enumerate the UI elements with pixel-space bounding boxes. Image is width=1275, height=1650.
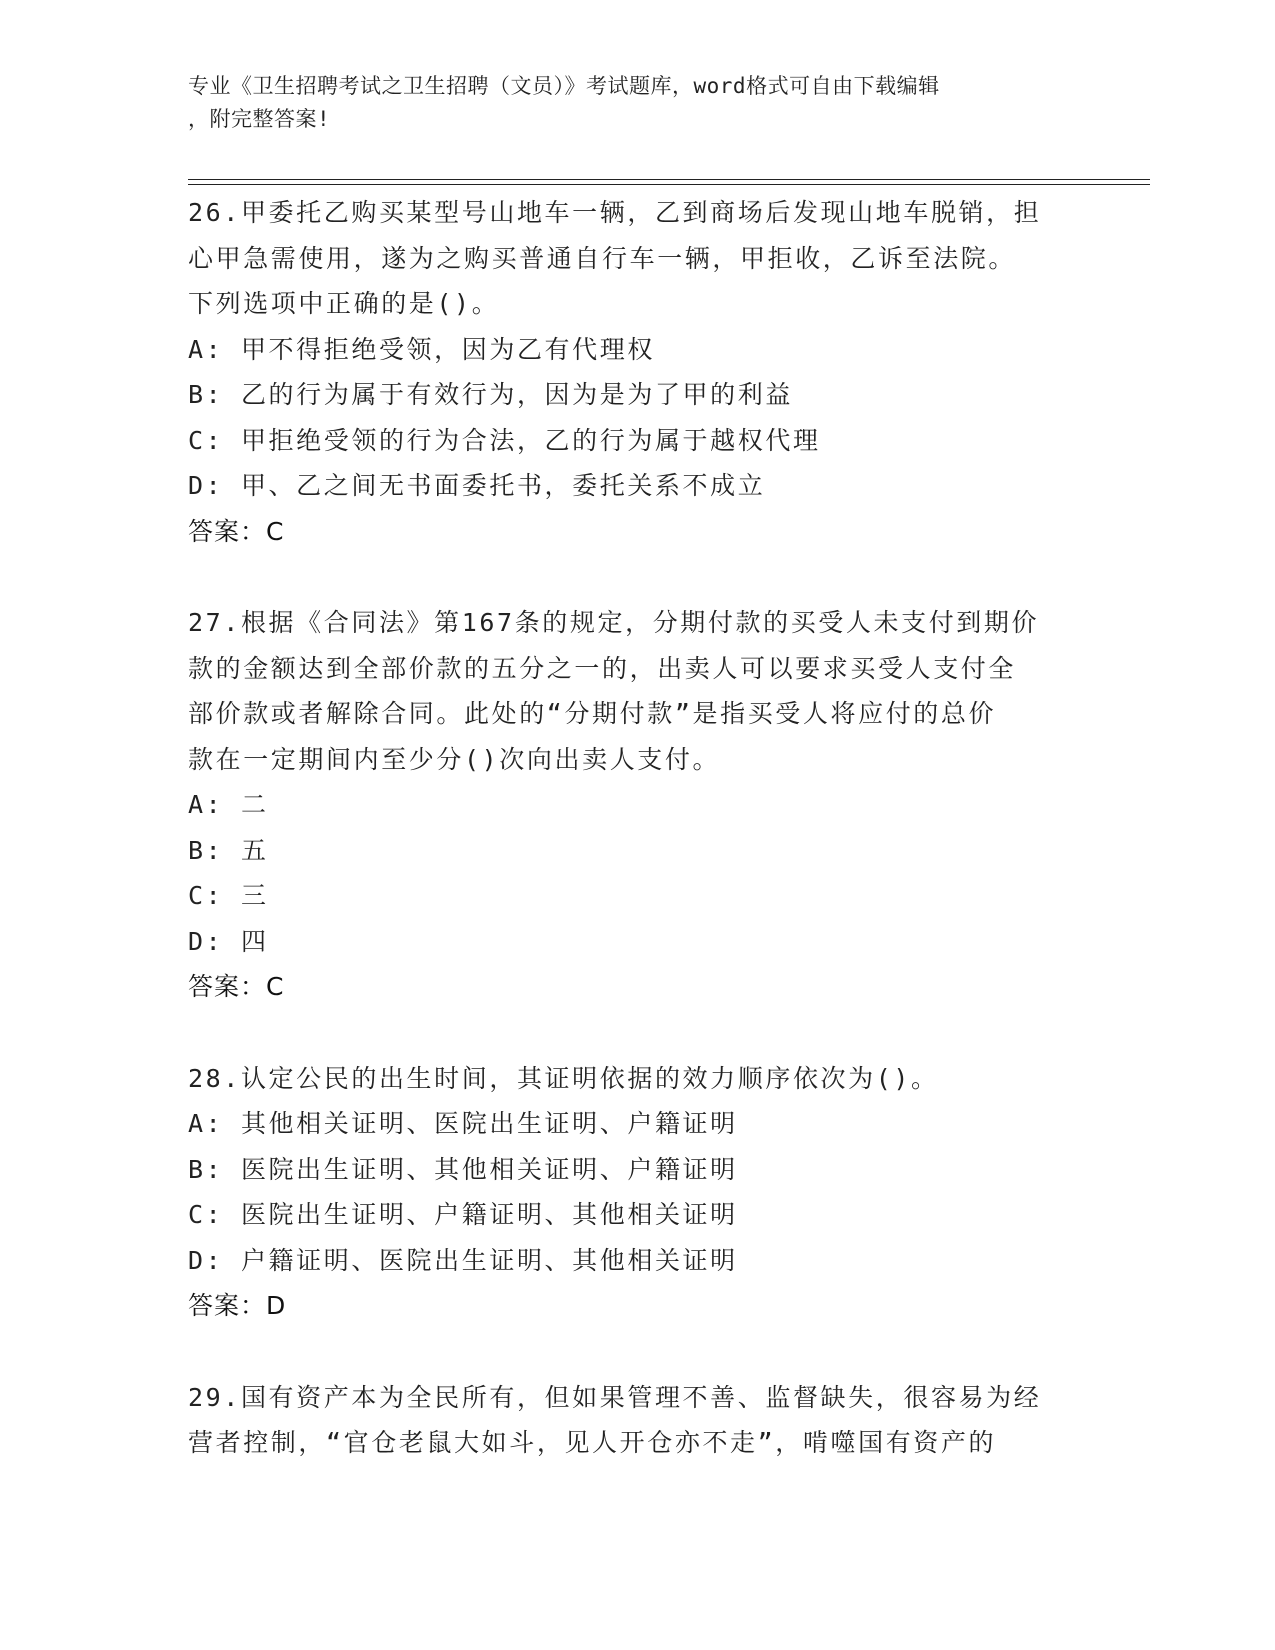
question-stem: 营者控制，“官仓老鼠大如斗，见人开仓亦不走”，啃噬国有资产的	[188, 1428, 997, 1457]
option-c: C: 三	[188, 881, 269, 910]
question-29	[188, 1375, 1088, 1466]
question-stem: 部价款或者解除合同。此处的“分期付款”是指买受人将应付的总价	[188, 699, 997, 728]
header-line-2: ，附完整答案!	[188, 107, 331, 131]
question-stem: 26.甲委托乙购买某型号山地车一辆，乙到商场后发现山地车脱销，担	[188, 198, 1042, 227]
option-d: D: 户籍证明、医院出生证明、其他相关证明	[188, 1245, 738, 1275]
question-stem: 款的金额达到全部价款的五分之一的，出卖人可以要求买受人支付全	[188, 653, 1017, 683]
question-stem: 29.国有资产本为全民所有，但如果管理不善、监督缺失，很容易为经	[188, 1382, 1042, 1412]
header-rule-bottom	[188, 184, 1150, 185]
question-stem: 心甲急需使用，遂为之购买普通自行车一辆，甲拒收，乙诉至法院。	[188, 243, 1017, 273]
question-list	[188, 190, 1088, 1512]
header-rule-top	[188, 179, 1150, 180]
option-c: C: 医院出生证明、户籍证明、其他相关证明	[188, 1200, 738, 1229]
question-26	[188, 190, 1088, 554]
question-stem: 28.认定公民的出生时间，其证明依据的效力顺序依次为()。	[188, 1063, 939, 1093]
option-b: B: 五	[188, 835, 269, 865]
option-b: B: 医院出生证明、其他相关证明、户籍证明	[188, 1154, 738, 1184]
question-stem: 款在一定期间内至少分()次向出卖人支付。	[188, 744, 721, 774]
header-line-1: 专业《卫生招聘考试之卫生招聘（文员）》考试题库，word格式可自由下载编辑	[188, 74, 940, 98]
question-stem: 下列选项中正确的是()。	[188, 289, 500, 318]
question-stem: 27.根据《合同法》第167条的规定，分期付款的买受人未支付到期价	[188, 608, 1040, 637]
question-27	[188, 600, 1088, 1010]
option-d: D: 四	[188, 926, 269, 956]
page-header	[188, 70, 1088, 136]
answer-line: 答案：D	[188, 1291, 287, 1320]
option-a: A: 甲不得拒绝受领，因为乙有代理权	[188, 334, 655, 364]
option-b: B: 乙的行为属于有效行为，因为是为了甲的利益	[188, 380, 793, 409]
option-a: A: 二	[188, 790, 269, 819]
answer-line: 答案：C	[188, 972, 285, 1001]
question-28	[188, 1056, 1088, 1329]
option-c: C: 甲拒绝受领的行为合法，乙的行为属于越权代理	[188, 425, 821, 455]
option-d: D: 甲、乙之间无书面委托书，委托关系不成立	[188, 471, 766, 500]
answer-line: 答案：C	[188, 516, 285, 546]
option-a: A: 其他相关证明、医院出生证明、户籍证明	[188, 1109, 738, 1138]
